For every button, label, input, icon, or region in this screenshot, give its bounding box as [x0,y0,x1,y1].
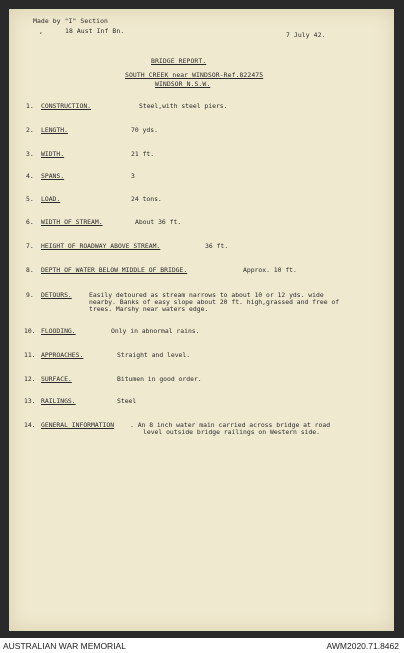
item-value: Steel,with steel piers. [139,102,228,110]
item-label: SPANS. [41,172,65,180]
tick-mark: , [39,27,43,35]
item-value: Approx. 10 ft. [243,266,297,274]
item-value-line: trees. Marshy near waters edge. [89,305,209,313]
item-number: 3. [26,150,34,158]
item-number: 14. [24,421,36,429]
item-label: APPROACHES. [41,351,84,359]
date-text: 7 July 42. [286,31,326,39]
item-label: SURFACE. [41,375,72,383]
item-value-line: nearby. Banks of easy slope about 20 ft. high,grassed and free of [89,298,340,306]
item-label: LOAD. [41,195,61,203]
item-number: 1. [26,102,34,110]
item-value-line: Easily detoured as stream narrows to about 10 or 12 yds. wide [89,291,324,299]
item-label: FLOODING. [41,327,76,335]
report-location: SOUTH CREEK near WINDSOR-Ref.822475 [125,71,264,79]
item-value-line: . An 8 inch water main carried across bridge at road [130,421,331,429]
item-number: 9. [26,291,34,299]
item-value: 21 ft. [131,150,155,158]
archive-footer [0,638,404,653]
item-label: GENERAL INFORMATION [41,421,115,429]
item-number: 11. [24,351,36,359]
item-label: WIDTH. [41,150,65,158]
report-title: BRIDGE REPORT. [151,57,207,65]
item-number: 4. [26,172,34,180]
item-value: Straight and level. [117,351,191,359]
item-label: DEPTH OF WATER BELOW MIDDLE OF BRIDGE. [41,266,188,274]
document-page [9,9,394,631]
report-town: WINDSOR N.S.W. [155,80,211,88]
item-number: 5. [26,195,34,203]
item-number: 10. [24,327,36,335]
item-value-line: level outside bridge railings on Western side. [143,428,320,436]
item-label: RAILINGS. [41,397,76,405]
unit-text: 18 Aust Inf Bn. [65,27,125,35]
item-label: DETOURS. [41,291,72,299]
made-by-text: Made by "I" Section [33,17,109,25]
item-value: 3 [131,172,135,180]
item-number: 2. [26,126,34,134]
item-value: About 36 ft. [135,218,182,226]
item-label: WIDTH OF STREAM. [41,218,103,226]
item-label: HEIGHT OF ROADWAY ABOVE STREAM. [41,242,161,250]
item-number: 13. [24,397,36,405]
item-value: 70 yds. [131,126,158,134]
footer-institution: AUSTRALIAN WAR MEMORIAL [3,641,126,651]
item-label: CONSTRUCTION. [41,102,92,110]
item-number: 8. [26,266,34,274]
item-label: LENGTH. [41,126,68,134]
item-value: 36 ft. [205,242,229,250]
item-value: Only in abnormal rains. [111,327,200,335]
item-value: Bitumen in good order. [117,375,202,383]
footer-accession-number: AWM2020.71.8462 [326,641,399,651]
item-number: 12. [24,375,36,383]
item-value: 24 tons. [131,195,162,203]
item-value: Steel [117,397,137,405]
item-number: 6. [26,218,34,226]
item-number: 7. [26,242,34,250]
